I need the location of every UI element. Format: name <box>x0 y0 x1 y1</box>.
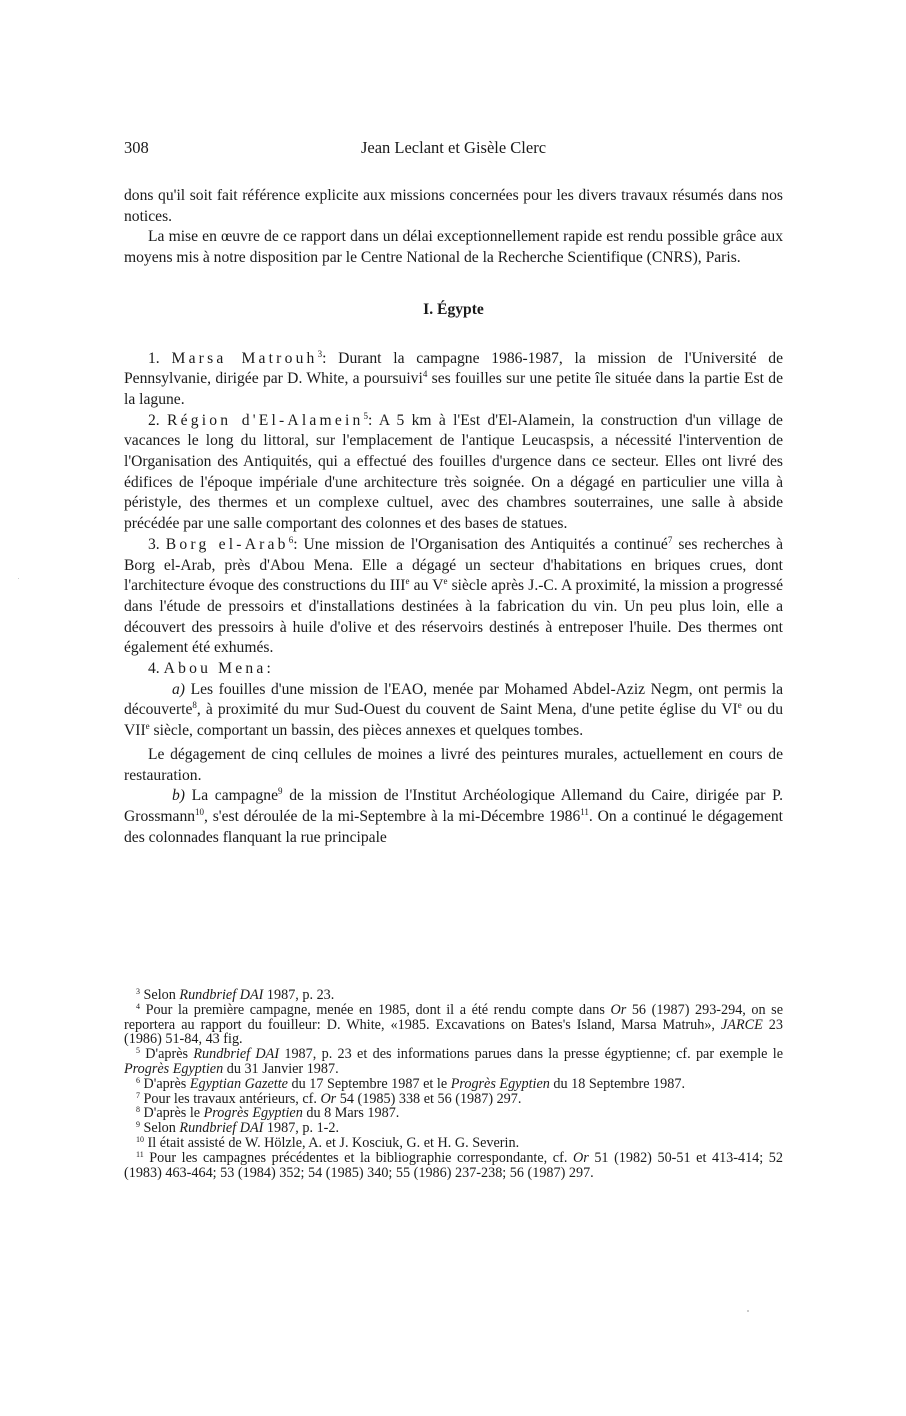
footnote-5 <box>124 1047 783 1077</box>
footnote-9 <box>124 1121 783 1136</box>
footnote-italic: Or <box>320 1090 337 1107</box>
footnote-italic: Rundbrief DAI <box>179 1120 264 1137</box>
footnote-text: 56 (1987) 293-294, on se reportera au rapport du fouilleur: D. White, «1985. Excavations on Bates's Island, Marsa Matruh», <box>124 1001 783 1033</box>
footnote-italic: Progrès Egyptien <box>203 1105 303 1122</box>
footnote-number: 6 <box>136 1075 140 1085</box>
main-text <box>124 186 783 848</box>
abou-mena-section-b <box>124 786 783 848</box>
entry-text: . On a continué le dégagement des colonnades flanquant la rue principale <box>124 807 783 846</box>
site-name: Marsa Matrouh <box>171 349 318 367</box>
entry-text: au V <box>409 577 444 595</box>
section-heading: I. Égypte <box>423 300 484 318</box>
entry-text: : Une mission de l'Organisation des Antiquités a continué <box>293 535 668 553</box>
footnote-text: 1987, p. 1-2. <box>263 1120 340 1137</box>
footnote-ref: 7 <box>667 534 673 545</box>
footnote-ref: 9 <box>278 786 283 797</box>
entry-text: ses fouilles sur une petite île située dans la partie Est de la lagune. <box>124 370 784 408</box>
footnote-8 <box>124 1106 783 1121</box>
scan-speck <box>747 1310 749 1312</box>
footnote-text: Pour les campagnes précédentes et la bibliographie correspondante, cf. <box>143 1149 573 1166</box>
footnote-number: 10 <box>136 1134 144 1144</box>
footnote-4 <box>124 1003 783 1047</box>
abou-mena-paragraph: Le dégagement de cinq cellules de moines a livré des peintures murales, actuellement en cours de restauration. <box>124 745 783 784</box>
footnote-text: D'après <box>140 1046 194 1063</box>
entry-text: de la mission de l'Institut Archéologique Allemand du Caire, dirigée par P. Grossmann <box>124 787 783 825</box>
footnote-number: 11 <box>136 1149 144 1159</box>
site-name: Région d'El-Alamein <box>167 411 364 429</box>
footnote-text: du 17 Septembre 1987 et le <box>287 1075 451 1092</box>
subsection-label: b) <box>172 787 185 805</box>
entry-number: 4. <box>148 660 160 678</box>
footnote-italic: Rundbrief DAI <box>193 1046 280 1063</box>
footnote-text: Selon <box>140 987 180 1003</box>
footnote-ref: 4 <box>422 369 428 380</box>
footnote-number: 9 <box>136 1120 140 1130</box>
site-name: Abou Mena <box>163 660 267 678</box>
entry-text: siècle, comportant un bassin, des pièces annexes et quelques tombes. <box>149 722 584 740</box>
footnote-ref: 5 <box>363 410 369 421</box>
entry-text: , s'est déroulée de la mi-Septembre à la mi-Décembre 1986 <box>204 807 581 825</box>
footnote-number: 7 <box>136 1090 140 1100</box>
footnote-text: 54 (1985) 338 et 56 (1987) 297. <box>336 1090 522 1107</box>
footnote-ref: 11 <box>580 806 589 817</box>
entry-number: 1. <box>148 349 160 367</box>
footnote-number: 5 <box>136 1046 140 1056</box>
footnote-text: D'après <box>140 1075 190 1092</box>
entry-abou-mena <box>124 659 783 680</box>
footnote-italic: Rundbrief DAI <box>179 987 264 1003</box>
footnote-text: Il était assisté de W. Hölzle, A. et J. Kosciuk, G. et H. G. Severin. <box>144 1134 520 1151</box>
intro-paragraph-1: dons qu'il soit fait référence explicite aux missions concernées pour les divers travaux résumés dans nos notices. <box>124 187 783 225</box>
entry-marsa-matrouh <box>124 349 783 411</box>
entry-text: , à proximité du mur Sud-Ouest du couvent de Saint Mena, d'une petite église du VI <box>196 701 738 719</box>
footnote-italic: Or <box>610 1001 627 1018</box>
footnote-text: Pour la première campagne, menée en 1985, dont il a été rendu compte dans <box>140 1001 611 1018</box>
entry-text: La campagne <box>185 787 279 805</box>
footnote-text: Selon <box>140 1120 180 1137</box>
footnote-text: du 8 Mars 1987. <box>302 1105 400 1122</box>
intro-paragraph-2: La mise en œuvre de ce rapport dans un délai exceptionnellement rapide est rendu possible grâce aux moyens mis à notre disposition par le Centre National de la Recherche Scientifique (CNRS), Paris. <box>124 228 783 267</box>
page-number: 308 <box>124 138 149 157</box>
scan-speck <box>18 578 19 579</box>
footnote-italic: Egyptian Gazette <box>189 1075 288 1092</box>
footnote-ref: 6 <box>288 534 294 545</box>
site-name: Borg el-Arab <box>165 535 289 553</box>
footnote-11 <box>124 1151 783 1181</box>
footnote-3 <box>124 988 783 1003</box>
running-header <box>124 138 783 162</box>
footnote-10 <box>124 1136 783 1151</box>
footnote-number: 8 <box>136 1105 140 1115</box>
footnote-text: D'après le <box>140 1105 204 1122</box>
footnote-number: 3 <box>136 987 140 996</box>
footnote-text: 23 (1986) 51-84, 43 fig. <box>124 1016 783 1048</box>
footnote-italic: Progrès Egyptien <box>124 1060 224 1077</box>
footnote-number: 4 <box>136 1001 140 1011</box>
century-superscript: e <box>443 576 448 587</box>
footnote-text: Pour les travaux antérieurs, cf. <box>140 1090 321 1107</box>
entry-text: ses recherches à Borg el-Arab, près d'Abou Mena. Elle a dégagé un secteur d'habitations en briques crues, dont l'architecture évoque des constructions du III <box>124 535 783 595</box>
footnote-italic: Progrès Egyptien <box>450 1075 550 1092</box>
century-superscript: e <box>145 721 150 732</box>
footnote-ref: 8 <box>192 700 197 711</box>
footnote-6 <box>124 1077 783 1092</box>
footnote-text: du 31 Janvier 1987. <box>223 1060 339 1077</box>
footnote-ref: 10 <box>195 806 205 817</box>
footnote-7 <box>124 1092 783 1107</box>
footnote-italic: Or <box>572 1149 589 1166</box>
subsection-label: a) <box>172 680 185 698</box>
footnote-italic: JARCE <box>721 1016 763 1033</box>
footnote-text: 51 (1982) 50-51 et 413-414; 52 (1983) 463-464; 53 (1984) 352; 54 (1985) 340; 55 (1986) 237-238; 56 (1987) 297. <box>124 1149 783 1181</box>
entry-text: Les fouilles d'une mission de l'EAO, menée par Mohamed Abdel-Aziz Negm, ont permis la découverte <box>124 680 783 719</box>
century-superscript: e <box>737 700 742 711</box>
abou-mena-section-a <box>124 680 783 742</box>
entry-borg-el-arab <box>124 535 783 659</box>
footnote-text: 1987, p. 23 et des informations parues dans la presse égyptienne; cf. par exemple le <box>279 1046 783 1063</box>
entry-text: siècle après J.-C. A proximité, la mission a progressé dans l'étude de pressoirs et d'installations destinées à la fabrication du vin. Un peu plus loin, elle a découvert des pressoirs à huile d'olive et des réservoirs destinés à entreposer l'huile. Des thermes ont également été exhumés. <box>124 577 783 657</box>
entry-number: 3. <box>148 535 160 553</box>
footnotes <box>124 988 783 1180</box>
century-superscript: e <box>405 576 410 587</box>
footnote-ref: 3 <box>317 348 323 359</box>
running-title: Jean Leclant et Gisèle Clerc <box>360 138 547 157</box>
footnote-text: 1987, p. 23. <box>263 987 335 1003</box>
entry-el-alamein <box>124 411 783 535</box>
entry-text: ou du VII <box>124 701 784 740</box>
entry-text: : A 5 km à l'Est d'El-Alamein, la construction d'un village de vacances le long du littoral, sur l'emplacement de l'antique Leucaspsis, a nécessité l'intervention de l'Organisation des Antiquités, qui a effectué des fouilles d'urgence dans ce secteur. Elles ont livré des édifices de l'époque impériale d'une architecture très soignée. On a dégagé en particulier une villa à péristyle, des thermes et un complexe cultuel, avec des chambres souterraines, une salle à abside précédée par une salle comportant des colonnes et des bases de statues. <box>124 411 783 533</box>
colon: : <box>266 660 271 678</box>
entry-number: 2. <box>148 411 160 429</box>
entry-text: : Durant la campagne 1986-1987, la mission de l'Université de Pennsylvanie, dirigée par D. White, a poursuivi <box>124 349 783 388</box>
footnote-text: du 18 Septembre 1987. <box>549 1075 686 1092</box>
